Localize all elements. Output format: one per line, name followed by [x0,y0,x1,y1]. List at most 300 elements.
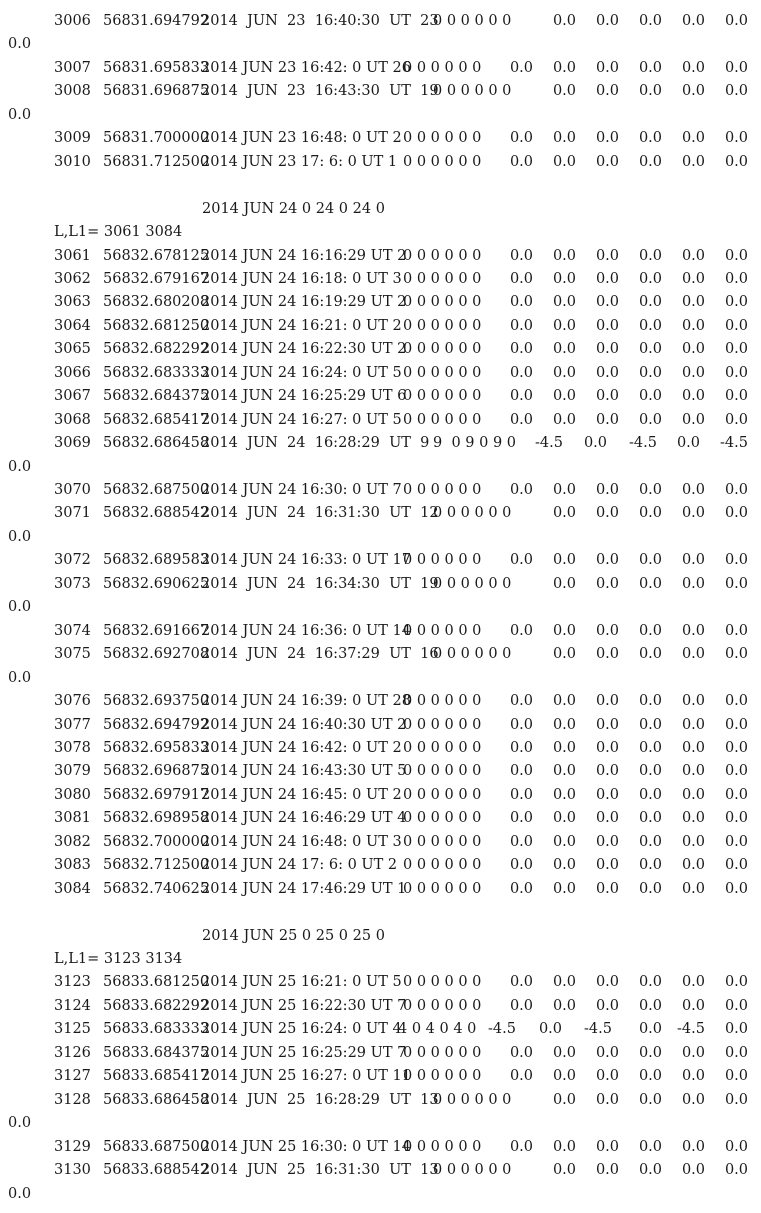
row-value: 0.0 [681,388,705,405]
row-value: 0.0 [509,622,533,639]
row-value: 0.0 [552,341,576,358]
row-id: 3075 [54,646,91,663]
block-range-line [0,222,761,242]
row-mjd: 56833.684375 [103,1044,210,1061]
row-id: 3126 [54,1044,91,1061]
row-date: 2014 JUN 23 16:48: 0 UT 2 [201,130,402,147]
wrapped-continuation [0,457,761,477]
row-value: 0.0 [595,130,619,147]
table-row [0,11,761,31]
row-id: 3130 [54,1162,91,1179]
row-value: -4.5 [677,1021,705,1038]
row-id: 3067 [54,388,91,405]
table-row [0,339,761,359]
row-value: 0.0 [509,763,533,780]
row-flags: 0 0 0 0 0 0 [403,153,482,170]
row-value: 0.0 [638,247,662,264]
row-value: 0.0 [724,810,748,827]
row-mjd: 56832.685417 [103,411,210,428]
row-value: 0.0 [681,646,705,663]
row-value: -4.5 [488,1021,516,1038]
row-value: 0.0 [509,1138,533,1155]
row-value: 0.0 [638,388,662,405]
row-id: 3127 [54,1068,91,1085]
table-row [0,808,761,828]
table-row [0,386,761,406]
row-value: 0.0 [681,1138,705,1155]
row-value: 0.0 [638,1068,662,1085]
row-mjd: 56832.694792 [103,716,210,733]
row-value: 0.0 [681,411,705,428]
wrapped-continuation [0,1113,761,1133]
row-mjd: 56833.683333 [103,1021,210,1038]
row-value: 0.0 [724,1091,748,1108]
row-mjd: 56832.686458 [103,435,210,452]
row-date: 2014 JUN 24 16:37:29 UT 16 [201,646,439,663]
row-id: 3074 [54,622,91,639]
row-value: 0.0 [724,622,748,639]
row-mjd: 56832.697917 [103,786,210,803]
row-id: 3080 [54,786,91,803]
row-value: 0.0 [681,83,705,100]
row-value: 0.0 [509,341,533,358]
row-value: 0.0 [724,1162,748,1179]
row-value: 0.0 [595,716,619,733]
row-flags: 0 0 0 0 0 0 [403,247,482,264]
block-header: 2014 JUN 25 0 25 0 25 0 [202,927,385,944]
row-value: 0.0 [724,1068,748,1085]
row-date: 2014 JUN 24 16:40:30 UT 2 [201,716,407,733]
row-value: 0.0 [638,716,662,733]
row-date: 2014 JUN 24 16:19:29 UT 2 [201,294,407,311]
row-flags: 0 0 0 0 0 0 [403,833,482,850]
row-id: 3073 [54,575,91,592]
row-value: 0.0 [595,83,619,100]
row-value: 0.0 [638,505,662,522]
row-flags: 0 0 0 0 0 0 [403,997,482,1014]
row-value: 0.0 [552,153,576,170]
row-value: 0.0 [595,505,619,522]
row-date: 2014 JUN 24 16:42: 0 UT 2 [201,739,402,756]
row-mjd: 56832.681250 [103,317,210,334]
row-value: 0.0 [681,341,705,358]
row-id: 3007 [54,59,91,76]
row-date: 2014 JUN 24 16:48: 0 UT 3 [201,833,402,850]
row-date: 2014 JUN 25 16:22:30 UT 7 [201,997,407,1014]
row-value: 0.0 [595,974,619,991]
table-row [0,363,761,383]
row-value: 0.0 [681,317,705,334]
row-id: 3078 [54,739,91,756]
row-flags: 0 0 0 0 0 0 [403,786,482,803]
row-value: 0.0 [724,786,748,803]
row-flags: 0 0 0 0 0 0 [403,341,482,358]
row-value-wrapped: 0.0 [8,36,32,53]
row-value: 0.0 [509,786,533,803]
row-value: 0.0 [638,153,662,170]
table-row [0,292,761,312]
row-value: 0.0 [509,810,533,827]
row-id: 3070 [54,482,91,498]
row-value: 0.0 [681,833,705,850]
row-value: 0.0 [509,59,533,76]
row-value: 0.0 [638,646,662,663]
row-value: 0.0 [681,1068,705,1085]
row-value: 0.0 [509,388,533,405]
row-date: 2014 JUN 24 16:33: 0 UT 17 [201,552,411,569]
row-value: 0.0 [638,552,662,569]
row-value: 0.0 [595,763,619,780]
row-value: 0.0 [638,482,662,498]
row-date: 2014 JUN 24 16:25:29 UT 6 [201,388,407,405]
row-mjd: 56832.687500 [103,482,210,498]
row-value: 0.0 [724,505,748,522]
row-flags: 0 0 0 0 0 0 [403,739,482,756]
row-value: 0.0 [509,997,533,1014]
row-value: 0.0 [595,997,619,1014]
table-row [0,1090,761,1110]
row-value: 0.0 [638,364,662,381]
row-date: 2014 JUN 24 16:45: 0 UT 2 [201,786,402,803]
row-date: 2014 JUN 25 16:28:29 UT 13 [201,1091,439,1108]
row-mjd: 56832.689583 [103,552,210,569]
row-date: 2014 JUN 24 16:21: 0 UT 2 [201,317,402,334]
row-value: 0.0 [509,1068,533,1085]
row-value: -4.5 [720,435,748,452]
row-date: 2014 JUN 24 16:43:30 UT 5 [201,763,407,780]
table-row [0,152,761,172]
row-value: 0.0 [724,575,748,592]
row-value: 0.0 [638,411,662,428]
row-id: 3072 [54,552,91,569]
row-flags: 0 0 0 0 0 0 [403,294,482,311]
row-value: 0.0 [552,294,576,311]
row-value: 0.0 [681,1044,705,1061]
row-flags: 0 0 0 0 0 0 [433,646,512,663]
row-value: 0.0 [552,693,576,710]
row-value: 0.0 [681,13,705,29]
row-value: 0.0 [724,341,748,358]
row-mjd: 56832.684375 [103,388,210,405]
row-flags: 0 0 0 0 0 0 [403,693,482,710]
row-id: 3010 [54,153,91,170]
table-row [0,644,761,664]
row-id: 3128 [54,1091,91,1108]
row-flags: 4 0 4 0 4 0 [398,1021,477,1038]
row-value: 0.0 [681,59,705,76]
row-mjd: 56832.680208 [103,294,210,311]
row-id: 3064 [54,317,91,334]
row-value: 0.0 [552,482,576,498]
table-row [0,691,761,711]
row-id: 3071 [54,505,91,522]
table-row [0,81,761,101]
row-date: 2014 JUN 24 17:46:29 UT 1 [201,880,407,897]
wrapped-continuation [0,668,761,688]
row-value: 0.0 [595,810,619,827]
row-id: 3063 [54,294,91,311]
row-date: 2014 JUN 23 16:40:30 UT 23 [201,13,439,29]
row-value: 0.0 [509,247,533,264]
row-value: 0.0 [638,13,662,29]
wrapped-continuation [0,527,761,547]
table-row [0,855,761,875]
row-id: 3069 [54,435,91,452]
table-row [0,1019,761,1039]
row-value: 0.0 [509,130,533,147]
row-mjd: 56831.694792 [103,13,210,29]
row-flags: 0 0 0 0 0 0 [403,763,482,780]
row-value: 0.0 [509,482,533,498]
row-date: 2014 JUN 24 16:27: 0 UT 5 [201,411,402,428]
row-value: 0.0 [595,1068,619,1085]
row-flags: 0 0 0 0 0 0 [403,974,482,991]
row-id: 3079 [54,763,91,780]
row-flags: 0 0 0 0 0 0 [403,880,482,897]
row-value: 0.0 [552,880,576,897]
table-row [0,879,761,899]
block-header: 2014 JUN 24 0 24 0 24 0 [202,200,385,217]
row-value-wrapped: 0.0 [8,106,32,123]
row-mjd: 56832.692708 [103,646,210,663]
table-row [0,1137,761,1157]
row-mjd: 56833.685417 [103,1068,210,1085]
row-date: 2014 JUN 25 16:24: 0 UT 4 [201,1021,402,1038]
row-value: 0.0 [638,317,662,334]
row-value: 0.0 [595,153,619,170]
row-mjd: 56832.698958 [103,810,210,827]
row-value: 0.0 [638,763,662,780]
block-range-label: L,L1= 3061 3084 [54,224,183,241]
row-mjd: 56832.691667 [103,622,210,639]
row-value: 0.0 [724,270,748,287]
row-value: 0.0 [509,270,533,287]
table-row [0,410,761,430]
row-mjd: 56832.682292 [103,341,210,358]
table-row [0,996,761,1016]
row-value: 0.0 [724,833,748,850]
row-flags: 0 0 0 0 0 0 [403,388,482,405]
row-flags: 0 0 0 0 0 0 [433,505,512,522]
row-value: 0.0 [595,693,619,710]
row-value: 0.0 [552,1068,576,1085]
row-value: 0.0 [595,622,619,639]
row-flags: 9 0 9 0 9 0 [433,435,517,452]
row-id: 3076 [54,693,91,710]
row-value: 0.0 [552,575,576,592]
row-mjd: 56833.688542 [103,1162,210,1179]
row-value: 0.0 [681,482,705,498]
row-value: 0.0 [681,364,705,381]
wrapped-continuation [0,105,761,125]
row-mjd: 56832.678125 [103,247,210,264]
row-value: 0.0 [681,974,705,991]
row-mjd: 56831.700000 [103,130,210,147]
row-value: 0.0 [552,317,576,334]
row-value: 0.0 [724,294,748,311]
row-value: 0.0 [638,270,662,287]
row-value: 0.0 [595,294,619,311]
row-value: 0.0 [509,833,533,850]
row-value-wrapped: 0.0 [8,669,32,686]
row-value: 0.0 [509,317,533,334]
row-id: 3083 [54,857,91,874]
row-value: 0.0 [552,739,576,756]
row-value: 0.0 [681,247,705,264]
row-flags: 0 0 0 0 0 0 [403,59,482,76]
row-mjd: 56832.700000 [103,833,210,850]
table-row [0,738,761,758]
row-value: 0.0 [595,247,619,264]
row-value: 0.0 [681,505,705,522]
row-date: 2014 JUN 24 16:24: 0 UT 5 [201,364,402,381]
row-mjd: 56832.679167 [103,270,210,287]
row-value: 0.0 [681,997,705,1014]
row-value: 0.0 [552,130,576,147]
table-row [0,621,761,641]
row-value: 0.0 [681,880,705,897]
row-value: -4.5 [535,435,563,452]
row-value: 0.0 [724,763,748,780]
row-value-wrapped: 0.0 [8,1185,32,1202]
row-mjd: 56833.681250 [103,974,210,991]
row-mjd: 56831.695833 [103,59,210,76]
row-value: 0.0 [638,1162,662,1179]
row-value: 0.0 [724,482,748,498]
row-value: 0.0 [552,786,576,803]
table-row [0,128,761,148]
row-date: 2014 JUN 24 16:39: 0 UT 28 [201,693,411,710]
row-value: 0.0 [638,83,662,100]
row-date: 2014 JUN 25 16:27: 0 UT 11 [201,1068,411,1085]
row-id: 3125 [54,1021,91,1038]
row-value: 0.0 [552,59,576,76]
row-date: 2014 JUN 25 16:25:29 UT 7 [201,1044,407,1061]
row-value: 0.0 [595,13,619,29]
block-header-line [0,926,761,946]
row-value: 0.0 [681,786,705,803]
row-value: 0.0 [509,552,533,569]
row-value: 0.0 [552,646,576,663]
row-mjd: 56832.688542 [103,505,210,522]
row-value: 0.0 [552,716,576,733]
row-value: 0.0 [552,411,576,428]
row-value: 0.0 [595,317,619,334]
row-value: 0.0 [595,59,619,76]
row-value: 0.0 [724,83,748,100]
row-date: 2014 JUN 25 16:30: 0 UT 14 [201,1138,411,1155]
row-value: 0.0 [552,763,576,780]
row-value: 0.0 [681,857,705,874]
row-value: 0.0 [638,739,662,756]
row-date: 2014 JUN 24 17: 6: 0 UT 2 [201,857,398,874]
row-value: 0.0 [638,786,662,803]
row-mjd: 56832.690625 [103,575,210,592]
row-mjd: 56831.712500 [103,153,210,170]
row-date: 2014 JUN 24 16:30: 0 UT 7 [201,482,402,498]
row-date: 2014 JUN 23 16:43:30 UT 19 [201,83,439,100]
row-value: 0.0 [595,1162,619,1179]
row-value-wrapped: 0.0 [8,599,32,616]
row-value: 0.0 [595,739,619,756]
row-value: 0.0 [552,13,576,29]
row-value: 0.0 [509,693,533,710]
row-value: 0.0 [509,294,533,311]
row-flags: 0 0 0 0 0 0 [433,575,512,592]
row-value: 0.0 [509,739,533,756]
row-mjd: 56832.695833 [103,739,210,756]
row-flags: 0 0 0 0 0 0 [403,810,482,827]
row-date: 2014 JUN 24 16:18: 0 UT 3 [201,270,402,287]
wrapped-continuation [0,34,761,54]
row-value: 0.0 [638,294,662,311]
row-value: 0.0 [724,388,748,405]
row-value: 0.0 [681,739,705,756]
row-value: 0.0 [724,739,748,756]
row-value: 0.0 [638,59,662,76]
row-id: 3061 [54,247,91,264]
row-value: 0.0 [638,575,662,592]
table-row [0,785,761,805]
table-row [0,574,761,594]
row-flags: 0 0 0 0 0 0 [433,1162,512,1179]
row-value: 0.0 [595,575,619,592]
row-value: 0.0 [552,83,576,100]
row-value: 0.0 [552,364,576,381]
row-id: 3082 [54,833,91,850]
row-value: 0.0 [595,482,619,498]
row-value: 0.0 [552,974,576,991]
row-id: 3065 [54,341,91,358]
row-flags: 0 0 0 0 0 0 [403,317,482,334]
row-flags: 0 0 0 0 0 0 [403,622,482,639]
row-mjd: 56832.740625 [103,880,210,897]
row-mjd: 56831.696875 [103,83,210,100]
row-flags: 0 0 0 0 0 0 [403,1068,482,1085]
row-id: 3129 [54,1138,91,1155]
row-flags: 0 0 0 0 0 0 [433,1091,512,1108]
row-value: 0.0 [552,270,576,287]
row-value: 0.0 [552,1162,576,1179]
table-row [0,1043,761,1063]
row-value: 0.0 [552,857,576,874]
row-value: 0.0 [681,810,705,827]
row-value: 0.0 [552,1091,576,1108]
row-value: 0.0 [595,646,619,663]
block-range-label: L,L1= 3123 3134 [54,951,183,967]
row-value: 0.0 [552,810,576,827]
row-value: 0.0 [724,364,748,381]
row-value: 0.0 [595,880,619,897]
row-flags: 0 0 0 0 0 0 [403,482,482,498]
row-value: 0.0 [724,997,748,1014]
row-date: 2014 JUN 24 16:16:29 UT 2 [201,247,407,264]
row-value: 0.0 [724,646,748,663]
row-value: 0.0 [681,693,705,710]
row-value: 0.0 [681,716,705,733]
row-value-wrapped: 0.0 [8,1115,32,1132]
row-value: 0.0 [583,435,607,452]
row-value: -4.5 [584,1021,612,1038]
row-value: 0.0 [509,716,533,733]
row-date: 2014 JUN 24 16:34:30 UT 19 [201,575,439,592]
row-value: 0.0 [681,622,705,639]
row-value: 0.0 [595,1091,619,1108]
row-flags: 0 0 0 0 0 0 [403,130,482,147]
row-flags: 0 0 0 0 0 0 [403,411,482,428]
row-id: 3124 [54,997,91,1014]
row-value: 0.0 [724,59,748,76]
